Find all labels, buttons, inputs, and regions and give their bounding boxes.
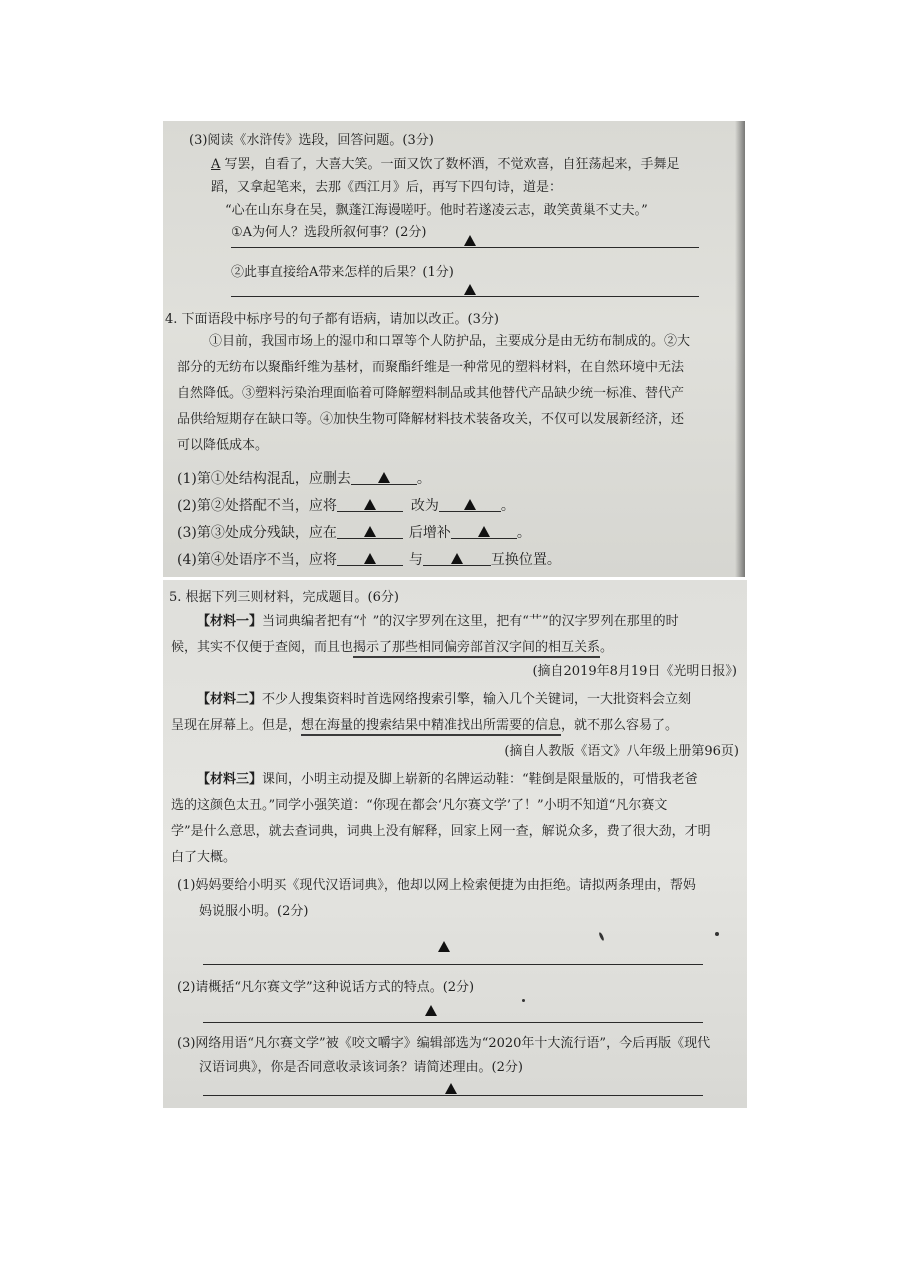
q3-passage-line1 [211, 155, 680, 175]
material-2-text: 不少人搜集资料时首选网络搜索引擎，输入几个关键词，一大批资料会立刻 [262, 692, 692, 707]
q4-item-3-mid: 后增补 [408, 525, 451, 541]
answer-marker-icon [464, 284, 476, 295]
q4-item-3 [177, 523, 531, 545]
q4-item-4 [177, 550, 561, 572]
material-1-label: 【材料一】 [197, 614, 263, 629]
q4-paragraph-line4: 品供给短期存在缺口等。④加快生物可降解材料技术装备攻关，不仅可以发展新经济，还 [177, 412, 685, 427]
q4-paragraph-line2: 部分的无纺布以聚酯纤维为基材，而聚酯纤维是一种常见的塑料材料，在自然环境中无法 [177, 360, 685, 375]
q4-paragraph-line1: ①目前，我国市场上的湿巾和口罩等个人防护品，主要成分是由无纺布制成的。②大 [209, 334, 691, 349]
material-3-line3: 学”是什么意思，就去查词典，词典上没有解释，回家上网一查，解说众多，费了很大劲，才明 [171, 824, 711, 839]
q5-title: 5. 根据下列三则材料，完成题目。(6分) [169, 590, 399, 605]
q5-sub-question-3-line2: 汉语词典》，你是否同意收录该词条？请简述理由。(2分) [199, 1060, 523, 1075]
q3-passage-line3: “心在山东身在吴，飘蓬江海谩嗟吁。他时若遂凌云志，敢笑黄巢不丈夫。” [225, 203, 648, 218]
material-1-underlined: 揭示了那些相同偏旁部首汉字间的相互关系 [353, 640, 600, 658]
answer-marker-icon [451, 553, 463, 564]
answer-line[interactable] [203, 1022, 703, 1023]
answer-line[interactable] [203, 1095, 703, 1096]
q4-paragraph-line5: 可以降低成本。 [177, 438, 269, 453]
q4-item-4-end: 互换位置。 [490, 552, 561, 568]
q4-item-1-text: (1)第①处结构混乱，应删去 [177, 471, 351, 487]
material-3-label: 【材料三】 [197, 772, 263, 787]
paper-speck [598, 932, 605, 941]
q5-sub-question-2: (2)请概括“凡尔赛文学”这种说话方式的特点。(2分) [177, 980, 475, 995]
q3-title: (3)阅读《水浒传》选段，回答问题。(3分) [189, 133, 434, 148]
exam-photo-1 [163, 121, 745, 577]
q4-item-1-end: 。 [416, 471, 431, 487]
exam-photo-2 [163, 580, 747, 1108]
q4-item-2-text: (2)第②处搭配不当，应将 [177, 498, 337, 514]
q4-item-2-mid: 改为 [410, 498, 439, 514]
answer-marker-icon [445, 1083, 457, 1094]
answer-line[interactable] [231, 247, 699, 248]
material-1-line2-text: 候，其实不仅便于查阅，而且也 [171, 640, 354, 655]
q4-item-3-text: (3)第③处成分残缺，应在 [177, 525, 337, 541]
material-2-underlined: 想在海量的搜索结果中精准找出所需要的信息 [301, 718, 561, 736]
q4-title: 4. 下面语段中标序号的句子都有语病，请加以改正。(3分) [165, 312, 499, 327]
answer-blank[interactable] [451, 524, 517, 539]
material-1-source: (摘自2019年8月19日《光明日报》) [532, 664, 737, 679]
q5-sub-question-1-line2: 妈说服小明。(2分) [199, 904, 309, 919]
material-2-line2-end: ，就不那么容易了。 [561, 718, 679, 733]
answer-line[interactable] [203, 964, 703, 965]
material-2-source: (摘自人教版《语文》八年级上册第96页) [504, 744, 739, 759]
answer-blank[interactable] [337, 497, 403, 512]
q3-sub-question-2: ②此事直接给A带来怎样的后果？(1分) [231, 265, 454, 280]
material-2-line1 [197, 690, 691, 710]
q4-item-4-mid: 与 [408, 552, 423, 568]
material-1-text: 当词典编者把有“忄”的汉字罗列在这里，把有“艹”的汉字罗列在那里的时 [262, 614, 679, 629]
material-3-line4: 白了大概。 [171, 850, 237, 865]
material-2-label: 【材料二】 [197, 692, 263, 707]
material-3-line1 [197, 770, 698, 790]
material-1-line2-end: 。 [600, 640, 614, 655]
q5-sub-question-1-line1: (1)妈妈要给小明买《现代汉语词典》，他却以网上检索便捷为由拒绝。请拟两条理由，帮妈 [177, 878, 696, 893]
q4-item-1 [177, 469, 431, 491]
material-2-line2 [171, 716, 678, 736]
material-1-line2 [171, 638, 613, 658]
answer-marker-icon [364, 553, 376, 564]
q3-sub-question-1: ①A为何人？选段所叙何事？(2分) [231, 225, 427, 240]
q4-item-3-end: 。 [516, 525, 531, 541]
q4-item-2 [177, 496, 515, 518]
answer-marker-icon [364, 526, 376, 537]
a-placeholder: A [211, 157, 221, 172]
answer-marker-icon [425, 1005, 437, 1016]
answer-blank[interactable] [337, 524, 403, 539]
q3-passage-line2: 蹈，又拿起笔来，去那《西江月》后，再写下四句诗，道是： [211, 180, 563, 195]
q5-sub-question-3-line1: (3)网络用语“凡尔赛文学”被《咬文嚼字》编辑部选为“2020年十大流行语”，今后再版《现代 [177, 1036, 711, 1051]
answer-marker-icon [478, 526, 490, 537]
answer-blank[interactable] [439, 497, 501, 512]
answer-marker-icon [464, 235, 476, 246]
answer-marker-icon [364, 499, 376, 510]
photo-shadow-edge [735, 121, 745, 577]
answer-blank[interactable] [423, 551, 491, 566]
q4-item-2-end: 。 [500, 498, 515, 514]
material-2-line2-text: 呈现在屏幕上。但是， [171, 718, 302, 733]
answer-marker-icon [438, 941, 450, 952]
material-3-line2: 选的这颜色太丑。”同学小强笑道：“你现在都会‘凡尔赛文学’了！”小明不知道“凡尔赛文 [171, 798, 668, 813]
answer-marker-icon [378, 472, 390, 483]
answer-marker-icon [464, 499, 476, 510]
q4-item-4-text: (4)第④处语序不当，应将 [177, 552, 337, 568]
answer-blank[interactable] [337, 551, 403, 566]
paper-speck [522, 999, 525, 1002]
material-1-line1 [197, 612, 679, 632]
answer-blank[interactable] [351, 470, 417, 485]
answer-line[interactable] [231, 296, 699, 297]
material-3-text: 课间，小明主动提及脚上崭新的名牌运动鞋：“鞋倒是限量版的，可惜我老爸 [262, 772, 698, 787]
q4-paragraph-line3: 自然降低。③塑料污染治理面临着可降解塑料制品或其他替代产品缺少统一标准、替代产 [177, 386, 685, 401]
paper-speck [715, 932, 719, 936]
q3-passage-line1-text: 写罢，自看了，大喜大笑。一面又饮了数杯酒，不觉欢喜，自狂荡起来，手舞足 [224, 157, 680, 172]
